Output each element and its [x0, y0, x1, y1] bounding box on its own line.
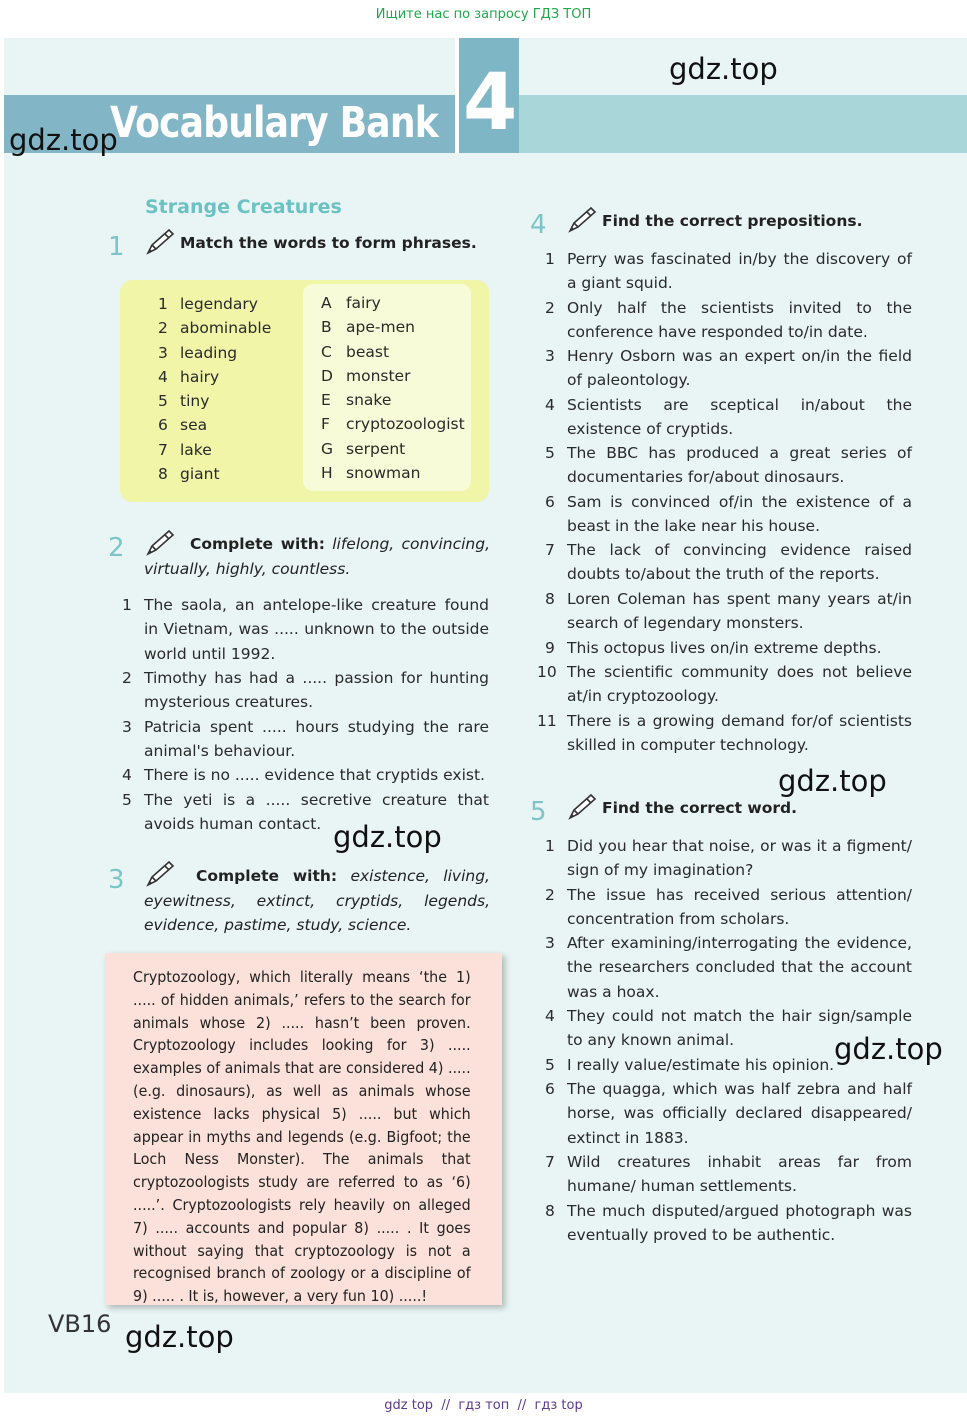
pencil-icon — [145, 228, 175, 256]
unit-number: 4 — [463, 58, 518, 148]
watermark: gdz.top — [669, 52, 778, 86]
list-item: 6 Sam is convinced of/in the existence of a beast in the lake near his house. — [545, 493, 912, 536]
watermark: gdz.top — [834, 1032, 943, 1066]
section-heading: Strange Creatures — [145, 196, 342, 218]
list-item: 5 tiny — [158, 392, 210, 411]
list-item: 3 Patricia spent ..... hours studying the rare animal's behaviour. — [122, 718, 489, 761]
word-list-left — [158, 292, 298, 486]
list-item: B ape-men — [321, 318, 415, 337]
exercise-3-instruction: Complete with: existence, living, eyewitness, extinct, cryptids, legends, evidence, pastime, study, science. — [144, 867, 490, 934]
list-item: 8 giant — [158, 465, 220, 484]
list-item: 2 Timothy has had a ..... passion for hunting mysterious creatures. — [122, 669, 489, 712]
list-item: 7 lake — [158, 440, 212, 459]
watermark: gdz.top — [333, 820, 442, 854]
list-item: A fairy — [321, 294, 381, 312]
list-item: 8 Loren Coleman has spent many years at/in search of legendary monsters. — [545, 590, 912, 633]
exercise-1-number: 1 — [108, 232, 125, 262]
list-item: 7 Wild creatures inhabit areas far from humane/ human settlements. — [545, 1153, 912, 1196]
list-item: 2 The issue has received serious attention/ concentration from scholars. — [545, 886, 912, 929]
list-item: 1 Did you hear that noise, or was it a figment/ sign of my imagination? — [545, 837, 912, 880]
list-item: 5 The BBC has produced a great series of documentaries for/about dinosaurs. — [545, 444, 912, 487]
list-item: 5 The yeti is a ..... secretive creature that avoids human contact. — [122, 791, 489, 834]
list-item: 1 Perry was fascinated in/by the discovery of a giant squid. — [545, 250, 912, 293]
list-item: 5 I really value/estimate his opinion. — [545, 1056, 835, 1074]
list-item: 8 The much disputed/argued photograph was eventually proved to be authentic. — [545, 1202, 912, 1245]
list-item: 4 There is no ..... evidence that cryptids exist. — [122, 766, 485, 784]
watermark: gdz.top — [9, 123, 118, 157]
list-item: E snake — [321, 391, 392, 410]
list-item: 7 The lack of convincing evidence raised doubts to/about the truth of the reports. — [545, 541, 912, 584]
list-item: 3 Henry Osborn was an expert on/in the field of paleontology. — [545, 347, 912, 390]
reading-text: Cryptozoology, which literally means ‘the 1) ..... of hidden animals,’ refers to the search for animals whose 2) ..... hasn’t been proven. Cryptozoology includes looking for 3) ..... examples of animals that are considered 4) ..... (e.g. dinosaurs), as well as animals whose existence lacks physical 5) ..... but which appear in myths and legends (e.g. Bigfoot; the Loch Ness Monster). The animals that cryptozoologists study are referred to as ‘6) .....’. Cryptozoologists rely heavily on alleged 7) ..... accounts and popular 8) ..... . It goes without saying that cryptozoology is not a recognised branch of zoology or a discipline of 9) ..... . It is, however, a very fun 10) .....! — [133, 968, 471, 1306]
list-item: 9 This octopus lives on/in extreme depths. — [545, 639, 882, 657]
list-item: 3 After examining/interrogating the evidence, the researchers concluded that the account was a hoax. — [545, 934, 912, 1001]
exercise-2-instruction: Complete with: lifelong, convincing, virtually, highly, countless. — [144, 535, 490, 578]
list-item: 2 abominable — [158, 319, 272, 338]
word-list-right — [321, 291, 471, 485]
pencil-icon — [567, 206, 597, 234]
list-item: 11 There is a growing demand for/of scientists skilled in computer technology. — [537, 712, 912, 755]
exercise-4-instruction: Find the correct prepositions. — [602, 212, 863, 230]
pencil-icon — [567, 793, 597, 821]
list-item: G serpent — [321, 439, 406, 458]
list-item: 6 The quagga, which was half zebra and half horse, was officially declared disappeared/ extinct in 1883. — [545, 1080, 912, 1147]
list-item: H snowman — [321, 464, 421, 483]
list-item: 4 They could not match the hair sign/sample to any known animal. — [545, 1007, 912, 1050]
bottom-links[interactable]: gdz top // гдз топ // гдз top — [384, 1398, 583, 1413]
watermark: gdz.top — [125, 1320, 234, 1354]
exercise-5-number: 5 — [530, 797, 547, 827]
list-item: 6 sea — [158, 416, 208, 435]
list-item: F cryptozoologist — [321, 415, 465, 434]
exercise-1-instruction: Match the words to form phrases. — [180, 234, 477, 252]
watermark: gdz.top — [778, 764, 887, 798]
list-item: 1 The saola, an antelope-like creature found in Vietnam, was ..... unknown to the outside world until 1992. — [122, 596, 489, 663]
page-title: Vocabulary Bank — [110, 98, 438, 148]
list-item: 4 hairy — [158, 367, 220, 386]
exercise-5-instruction: Find the correct word. — [602, 799, 798, 817]
list-item: 10 The scientific community does not believe at/in cryptozoology. — [537, 663, 912, 706]
list-item: 1 legendary — [158, 295, 258, 313]
list-item: D monster — [321, 366, 411, 385]
list-item: C beast — [321, 342, 390, 361]
page-number: VB16 — [48, 1310, 112, 1338]
exercise-2-number: 2 — [108, 533, 125, 563]
top-search-link[interactable]: Ищите нас по запросу ГДЗ ТОП — [375, 7, 592, 22]
exercise-3-number: 3 — [108, 865, 125, 895]
list-item: 2 Only half the scientists invited to the conference have responded to/in date. — [545, 299, 912, 342]
exercise-4-number: 4 — [530, 210, 547, 240]
list-item: 3 leading — [158, 343, 238, 362]
list-item: 4 Scientists are sceptical in/about the existence of cryptids. — [545, 396, 912, 439]
